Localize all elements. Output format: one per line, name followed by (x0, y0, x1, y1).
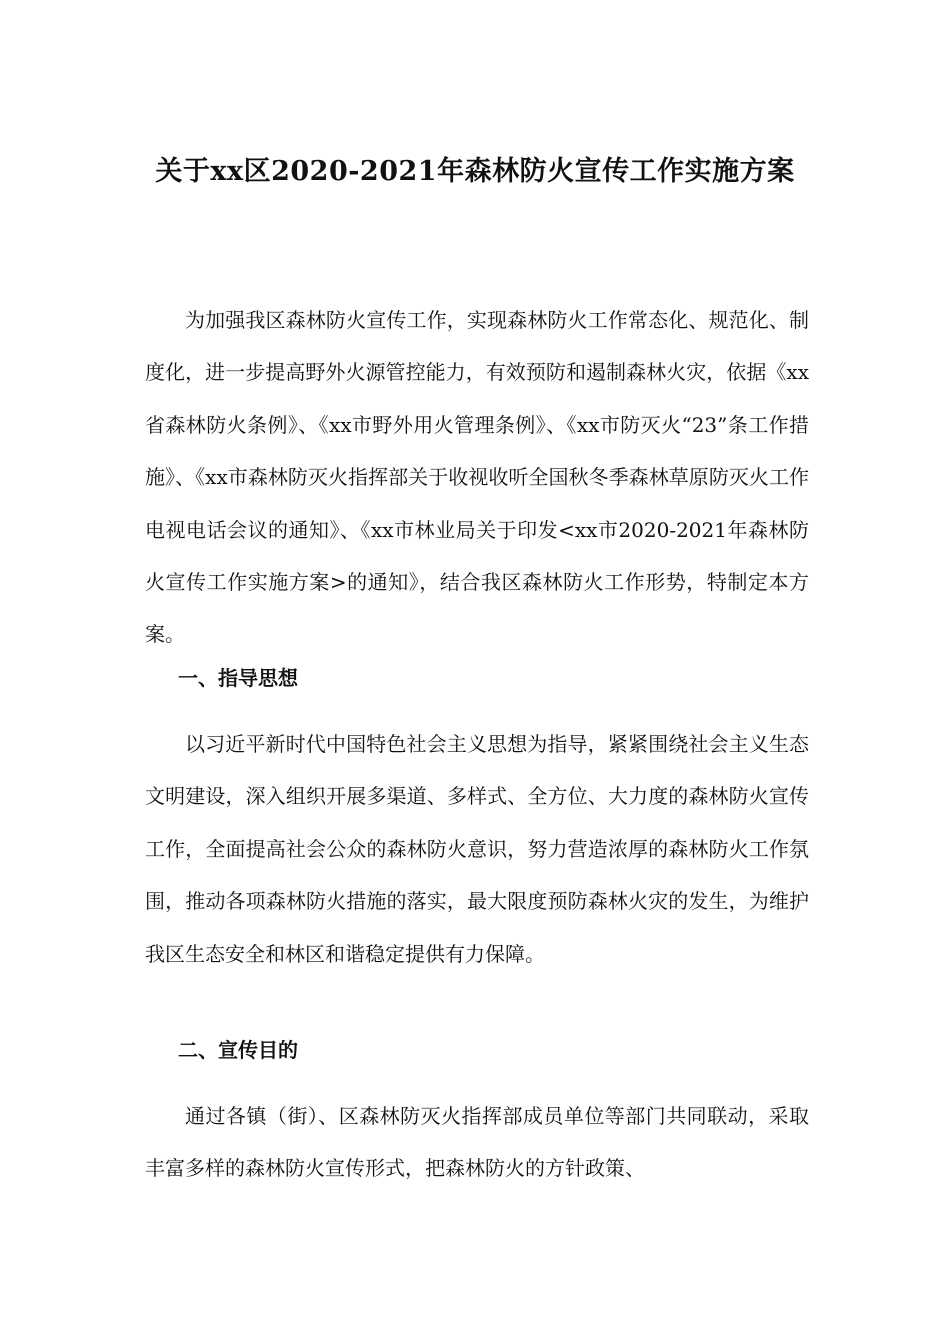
document-title: 关于xx区2020-2021年森林防火宣传工作实施方案 (155, 156, 795, 187)
section-body-guiding-ideology: 以习近平新时代中国特色社会主义思想为指导，紧紧围绕社会主义生态文明建设，深入组织开展多渠道、多样式、全方位、大力度的森林防火宣传工作，全面提高社会公众的森林防火意识，努力营造浓厚的森林防火工作氛围，推动各项森林防火措施的落实，最大限度预防森林火灾的发生，为维护我区生态安全和林区和谐稳定提供有力保障。 (145, 732, 809, 966)
section-heading-guiding-ideology: 一、指导思想 (178, 666, 298, 690)
section-heading-publicity-purpose: 二、宣传目的 (178, 1038, 298, 1062)
section-body-publicity-purpose: 通过各镇（街）、区森林防灭火指挥部成员单位等部门共同联动，采取丰富多样的森林防火宣传形式，把森林防火的方针政策、 (145, 1104, 809, 1181)
intro-paragraph: 为加强我区森林防火宣传工作，实现森林防火工作常态化、规范化、制度化，进一步提高野外火源管控能力，有效预防和遏制森林火灾，依据《xx省森林防火条例》、《xx市野外用火管理条例》、《xx市防灭火“23”条工作措施》、《xx市森林防灭火指挥部关于收视收听全国秋冬季森林草原防灭火工作电视电话会议的通知》、《xx市林业局关于印发<xx市2020-2021年森林防火宣传工作实施方案>的通知》，结合我区森林防火工作形势，特制定本方案。 (145, 308, 809, 647)
